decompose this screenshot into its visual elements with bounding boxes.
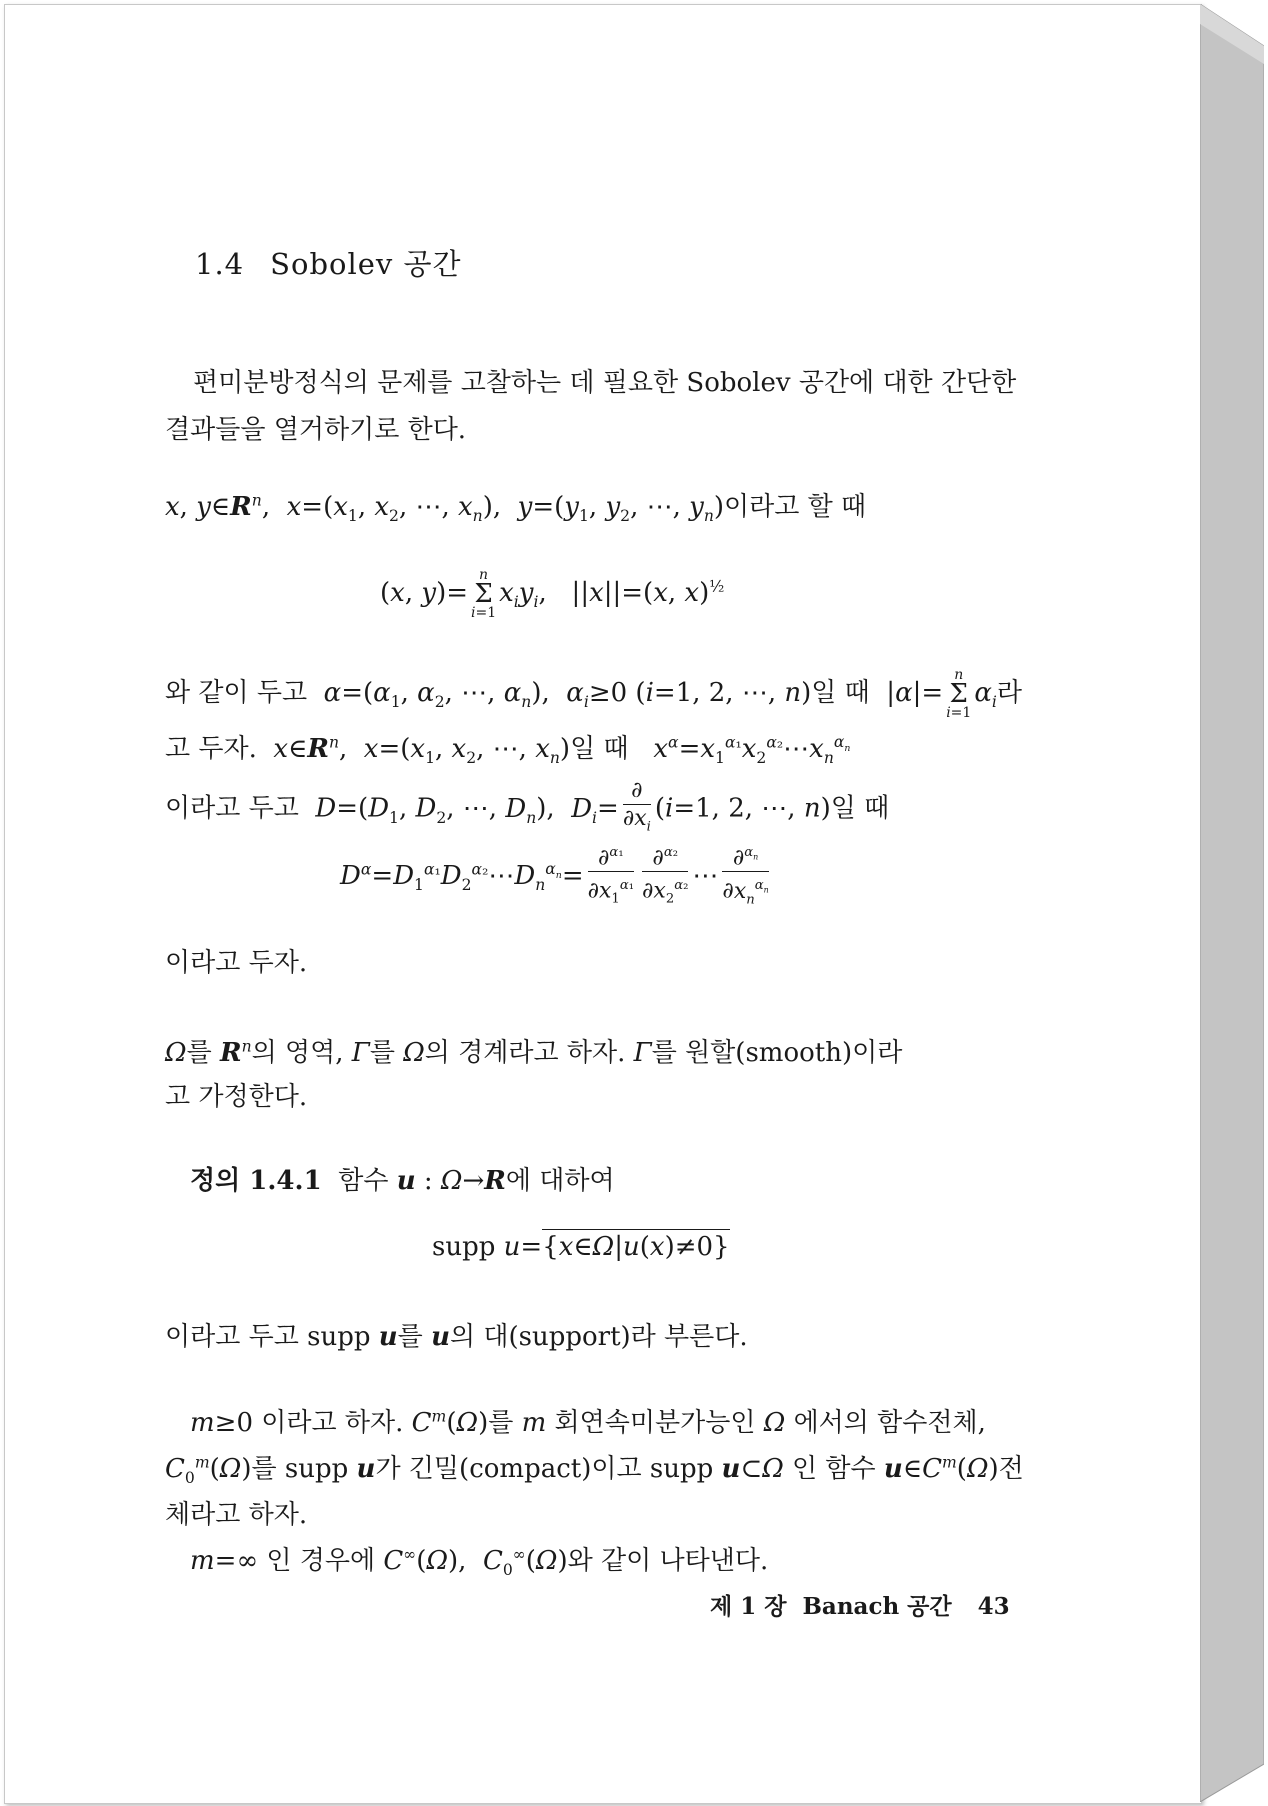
after-d-text: 이라고 두자. [165, 948, 308, 978]
m2-text-b: 가 긴밀(compact)이고 supp [375, 1454, 714, 1484]
supp-text-a: 이라고 두고 supp [165, 1322, 371, 1352]
alpha-mid: 일 때 [811, 678, 870, 708]
d-suffix: 일 때 [830, 793, 890, 824]
xy-suffix: 이라고 할 때 [724, 492, 867, 522]
omega-text-d: 의 경계라고 하자. [424, 1038, 626, 1068]
d-alpha-formula: $D^\alpha=D_1^{\alpha_1}D_2^{\alpha_2}\cdots D_n^{\alpha_n}=$ $\frac{\partial^{\alpha_1}}{\partial x_1^{\alpha_1}}$ $\frac{\partial^{\alpha_2}}{\partial x_2^{\alpha_2}}$ ⋯ $\frac{\partial^{\alpha_n}}{\partial x_n^{\alpha_n}}$ [340, 840, 773, 914]
m-text-a: 이라고 하자. [261, 1408, 404, 1438]
d-prefix: 이라고 두고 [165, 793, 299, 824]
footer-chapter: 제 1 장 [710, 1593, 787, 1620]
m2-text-c: 인 함수 [792, 1454, 876, 1484]
omega-text-e: 를 원할(smooth)이라 [651, 1038, 903, 1068]
alpha-line: 와 같이 두고 $\alpha=(\alpha_1$, $\alpha_2$, ⋯, $\alpha_n$), $\alpha_i\ge 0$ (i=1, 2, ⋯, n)일 때 |α|=n Σ $i=1\alpha_i$라 [165, 667, 1022, 721]
m-text-b: 를 [488, 1408, 514, 1438]
section-title [195, 242, 462, 283]
section-number: 1.4 [195, 247, 245, 281]
supp-text-b: 를 [397, 1322, 423, 1352]
x-prefix: 고 두자. [165, 734, 257, 764]
formula-line-xy: x, $y\in R^n$, $x=(x_1$, $x_2$, ⋯, $x_n$), $y=(y_1$, $y_2$, ⋯, $y_n$)이라고 할 때 [165, 491, 867, 526]
section-name: Sobolev 공간 [270, 247, 462, 281]
inner-product-formula: (x, y)=n Σ $i=1x_iy_i$, ||x||=(x, x)$^{\frac{1}{2}}$ [380, 567, 725, 621]
m-line-4: m=∞ 인 경우에 C∞(Ω), $C_0^\infty(\Omega)$와 같이 나타낸다. [190, 1545, 769, 1580]
definition-label: 정의 1.4.1 [190, 1166, 322, 1196]
m2-text-a: 를 supp [251, 1454, 349, 1484]
omega-text-b: 의 영역, [251, 1038, 344, 1068]
d-operator-line: 이라고 두고 $D=(D_1$, $D_2$, ⋯, $D_n$), $D_i=$ $\frac{\partial}{\partial x_i}$ (i=1, 2, ⋯, n)일 때 [165, 778, 890, 835]
m-line-3: 체라고 하자. [165, 1500, 308, 1530]
m4-text-b: 와 같이 나타낸다. [567, 1546, 769, 1576]
footer-title: Banach 공간 [802, 1593, 952, 1620]
intro-paragraph: 편미분방정식의 문제를 고찰하는 데 필요한 Sobolev 공간에 대한 간단한 결과들을 열거하기로 한다. [165, 368, 1017, 445]
page-footer [710, 1588, 1010, 1621]
omega-text-a: 를 [186, 1038, 212, 1068]
m4-text-a: 인 경우에 [266, 1546, 376, 1576]
alpha-suffix: 라 [996, 678, 1022, 708]
page-number: 43 [977, 1593, 1010, 1620]
m-text-d: 에서의 함수전체, [793, 1408, 986, 1438]
omega-line-1: Ω를 $R^n$의 영역, Γ를 Ω의 경계라고 하자. Γ를 원할(smooth)이라 [165, 1037, 903, 1068]
alpha-prefix: 와 같이 두고 [165, 678, 308, 708]
m-line-1: m≥0 이라고 하자. $C^m(\Omega)$를 m 회연속미분가능인 Ω 에서의 함수전체, [190, 1407, 986, 1438]
book-edge-3d [1200, 4, 1264, 1802]
m-text-c: 회연속미분가능인 [554, 1408, 756, 1438]
supp-text-c: 의 대(support)라 부른다. [449, 1322, 748, 1352]
x-mid: 일 때 [570, 734, 629, 764]
omega-text-c: 를 [369, 1038, 395, 1068]
supp-description: 이라고 두고 supp u를 u의 대(support)라 부른다. [165, 1322, 748, 1352]
definition-line: 정의 1.4.1 함수 u : Ω→R에 대하여 [190, 1166, 615, 1196]
def-text-a: 함수 [338, 1166, 389, 1196]
def-text-b: 에 대하여 [505, 1166, 615, 1196]
x-alpha-line: 고 두자. $x\in R^n$, $x=(x_1$, $x_2$, ⋯, $x_n$)일 때 $x^\alpha=x_1^{\alpha_1}x_2^{\alpha_2}\cdots x_n^{\alpha_n}$ [165, 733, 851, 768]
omega-line-2: 고 가정한다. [165, 1082, 308, 1112]
m-line-2: $C_0^m(\Omega)$를 supp u가 긴밀(compact)이고 supp u⊂Ω 인 함수 $u\in C^m(\Omega)$전 [165, 1453, 1024, 1488]
supp-formula: supp u={x∈Ω|u(x)≠0} [432, 1232, 730, 1262]
m2-text-d: 전 [998, 1454, 1024, 1484]
